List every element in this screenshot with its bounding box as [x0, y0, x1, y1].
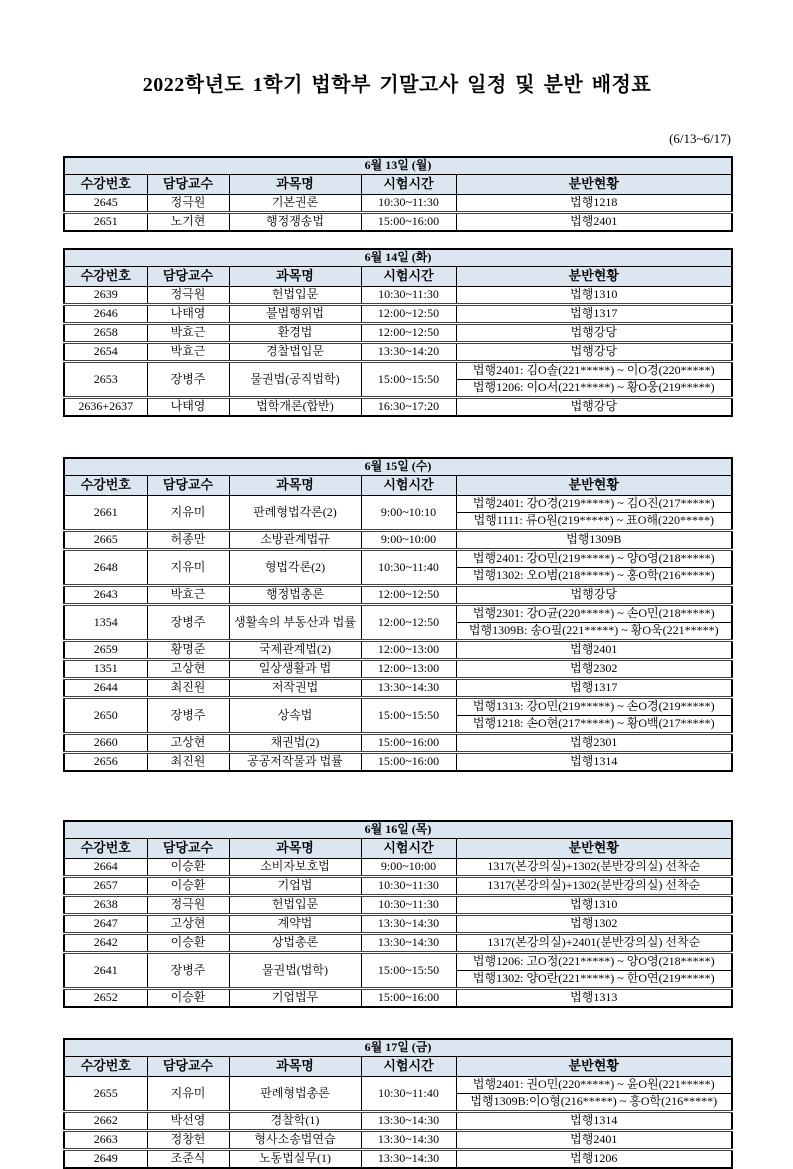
cell-section: 법행1206	[456, 1150, 732, 1169]
cell-prof: 나태영	[147, 305, 229, 324]
table-row	[64, 679, 732, 698]
cell-subject: 공공저작물과 법률	[229, 753, 361, 772]
cell-section: 법행2401	[456, 1131, 732, 1150]
table-header-row	[64, 1057, 732, 1077]
cell-subject: 저작권법	[229, 679, 361, 698]
cell-prof: 황명준	[147, 641, 229, 660]
cell-time: 10:30~11:30	[361, 877, 456, 896]
cell-section: 법행2401	[456, 213, 732, 232]
cell-subject: 헌법입문	[229, 287, 361, 305]
table-row	[64, 989, 732, 1008]
cell-subject: 경찰법입문	[229, 343, 361, 362]
column-header: 과목명	[229, 1057, 361, 1077]
column-header: 과목명	[229, 839, 361, 859]
cell-section: 법행강당	[456, 324, 732, 343]
table-row	[64, 213, 732, 232]
cell-no: 2636+2637	[64, 398, 147, 417]
cell-subject: 행정법총론	[229, 586, 361, 605]
table-row	[64, 305, 732, 324]
cell-no: 2646	[64, 305, 147, 324]
column-header: 수강번호	[64, 175, 147, 195]
cell-section: 법행2302	[456, 660, 732, 679]
table-row	[64, 531, 732, 550]
cell-no: 2638	[64, 896, 147, 915]
schedule-tables-container	[63, 156, 731, 1169]
column-header: 과목명	[229, 267, 361, 287]
column-header: 시험시간	[361, 476, 456, 496]
cell-subject: 판례형법총론	[229, 1077, 361, 1112]
cell-section: 법행1317	[456, 679, 732, 698]
cell-subject: 상법총론	[229, 934, 361, 953]
cell-no: 2645	[64, 195, 147, 213]
column-header: 수강번호	[64, 839, 147, 859]
cell-time: 13:30~14:30	[361, 1131, 456, 1150]
cell-no: 2652	[64, 989, 147, 1008]
column-header: 과목명	[229, 476, 361, 496]
cell-time: 16:30~17:20	[361, 398, 456, 417]
cell-prof: 조준식	[147, 1150, 229, 1169]
table-row	[64, 195, 732, 213]
column-header: 시험시간	[361, 267, 456, 287]
cell-time: 10:30~11:30	[361, 287, 456, 305]
cell-time: 10:30~11:40	[361, 1077, 456, 1112]
cell-time: 9:00~10:00	[361, 531, 456, 550]
column-header: 수강번호	[64, 267, 147, 287]
cell-section: 법행2301	[456, 734, 732, 753]
cell-subject: 소비자보호법	[229, 859, 361, 877]
cell-subject: 판례형법각론(2)	[229, 496, 361, 531]
cell-time: 12:00~13:00	[361, 641, 456, 660]
column-header: 담당교수	[147, 175, 229, 195]
table-row	[64, 496, 732, 513]
cell-time: 10:30~11:30	[361, 896, 456, 915]
column-header: 분반현황	[456, 1057, 732, 1077]
cell-section: 법행1317	[456, 305, 732, 324]
cell-section: 법행1111: 류O원(219*****) ~ 표O해(220*****)	[456, 513, 732, 531]
column-header: 분반현황	[456, 476, 732, 496]
cell-subject: 법학개론(합반)	[229, 398, 361, 417]
cell-section: 법행1206: 고O정(221*****) ~ 양O영(218*****)	[456, 953, 732, 971]
cell-time: 15:00~16:00	[361, 753, 456, 772]
cell-section: 법행1302: 양O란(221*****) ~ 한O연(219*****)	[456, 971, 732, 989]
table-row	[64, 605, 732, 623]
table-date-row	[64, 249, 732, 267]
page-title: 2022학년도 1학기 법학부 기말고사 일정 및 분반 배정표	[142, 74, 652, 96]
cell-prof: 최진원	[147, 753, 229, 772]
cell-time: 15:00~15:50	[361, 953, 456, 989]
column-header: 담당교수	[147, 839, 229, 859]
cell-subject: 국제관계법(2)	[229, 641, 361, 660]
cell-time: 9:00~10:10	[361, 496, 456, 531]
cell-section: 법행1314	[456, 753, 732, 772]
exam-day-table	[63, 457, 733, 772]
cell-time: 12:00~12:50	[361, 586, 456, 605]
cell-section: 법행1206: 이O서(221*****) ~ 황O웅(219*****)	[456, 380, 732, 398]
table-date-label: 6월 17일 (금)	[64, 1039, 732, 1057]
cell-section: 법행2401	[456, 641, 732, 660]
cell-time: 10:30~11:30	[361, 195, 456, 213]
cell-prof: 장병주	[147, 698, 229, 734]
cell-section: 법행2401: 권O민(220*****) ~ 윤O원(221*****)	[456, 1077, 732, 1094]
cell-subject: 채권법(2)	[229, 734, 361, 753]
exam-day-table	[63, 1038, 733, 1169]
cell-no: 2654	[64, 343, 147, 362]
cell-prof: 정극원	[147, 896, 229, 915]
cell-prof: 박효근	[147, 343, 229, 362]
column-header: 수강번호	[64, 476, 147, 496]
cell-prof: 노기현	[147, 213, 229, 232]
cell-prof: 이승환	[147, 934, 229, 953]
cell-prof: 장병주	[147, 605, 229, 641]
cell-subject: 환경법	[229, 324, 361, 343]
cell-prof: 지유미	[147, 550, 229, 586]
table-date-label: 6월 16일 (목)	[64, 821, 732, 839]
table-row	[64, 753, 732, 772]
cell-time: 13:30~14:30	[361, 915, 456, 934]
cell-section: 법행2401: 김O솔(221*****) ~ 이O경(220*****)	[456, 362, 732, 380]
table-row	[64, 698, 732, 716]
cell-no: 2655	[64, 1077, 147, 1112]
cell-no: 2657	[64, 877, 147, 896]
table-row	[64, 362, 732, 380]
cell-section: 법행1314	[456, 1112, 732, 1131]
cell-subject: 기업법	[229, 877, 361, 896]
cell-subject: 형사소송법연습	[229, 1131, 361, 1150]
cell-prof: 박효근	[147, 324, 229, 343]
table-row	[64, 1150, 732, 1169]
cell-section: 법행2401: 강O민(219*****) ~ 양O영(218*****)	[456, 550, 732, 568]
cell-section: 법행1309B: 송O필(221*****) ~ 황O욱(221*****)	[456, 623, 732, 641]
cell-section: 법행1302: 오O범(218*****) ~ 홍O학(216*****)	[456, 568, 732, 586]
cell-subject: 생활속의 부동산과 법률	[229, 605, 361, 641]
cell-no: 2664	[64, 859, 147, 877]
cell-prof: 이승환	[147, 877, 229, 896]
cell-time: 15:00~16:00	[361, 734, 456, 753]
cell-prof: 지유미	[147, 1077, 229, 1112]
cell-prof: 장병주	[147, 953, 229, 989]
column-header: 과목명	[229, 175, 361, 195]
cell-prof: 고상현	[147, 734, 229, 753]
table-row	[64, 915, 732, 934]
cell-section: 1317(본강의실)+1302(분반강의실) 선착순	[456, 877, 732, 896]
cell-prof: 나태영	[147, 398, 229, 417]
cell-subject: 계약법	[229, 915, 361, 934]
cell-no: 2660	[64, 734, 147, 753]
cell-prof: 고상현	[147, 660, 229, 679]
table-row	[64, 934, 732, 953]
cell-subject: 물권법(법학)	[229, 953, 361, 989]
column-header: 분반현황	[456, 175, 732, 195]
cell-section: 법행강당	[456, 343, 732, 362]
cell-subject: 형법각론(2)	[229, 550, 361, 586]
table-row	[64, 660, 732, 679]
table-row	[64, 324, 732, 343]
cell-subject: 상속법	[229, 698, 361, 734]
cell-no: 2651	[64, 213, 147, 232]
cell-prof: 허종만	[147, 531, 229, 550]
cell-section: 법행2301: 강O균(220*****) ~ 손O민(218*****)	[456, 605, 732, 623]
table-row	[64, 641, 732, 660]
cell-no: 2639	[64, 287, 147, 305]
exam-day-table	[63, 156, 733, 232]
cell-time: 12:00~13:00	[361, 660, 456, 679]
table-date-label: 6월 14일 (화)	[64, 249, 732, 267]
cell-no: 2649	[64, 1150, 147, 1169]
cell-subject: 헌법입문	[229, 896, 361, 915]
column-header: 수강번호	[64, 1057, 147, 1077]
column-header: 분반현황	[456, 839, 732, 859]
cell-no: 2647	[64, 915, 147, 934]
cell-section: 법행강당	[456, 398, 732, 417]
exam-day-table	[63, 820, 733, 1008]
cell-time: 12:00~12:50	[361, 605, 456, 641]
cell-time: 15:00~16:00	[361, 213, 456, 232]
cell-no: 1354	[64, 605, 147, 641]
table-header-row	[64, 839, 732, 859]
column-header: 담당교수	[147, 267, 229, 287]
table-date-row	[64, 1039, 732, 1057]
cell-prof: 이승환	[147, 989, 229, 1008]
cell-subject: 기본권론	[229, 195, 361, 213]
cell-section: 법행1309B	[456, 531, 732, 550]
table-row	[64, 859, 732, 877]
cell-time: 9:00~10:00	[361, 859, 456, 877]
table-row	[64, 398, 732, 417]
cell-section: 법행1218: 손O현(217*****) ~ 황O백(217*****)	[456, 716, 732, 734]
cell-no: 2659	[64, 641, 147, 660]
cell-prof: 박효근	[147, 586, 229, 605]
cell-prof: 장병주	[147, 362, 229, 398]
cell-subject: 기업법무	[229, 989, 361, 1008]
cell-no: 2653	[64, 362, 147, 398]
table-row	[64, 343, 732, 362]
cell-time: 15:00~16:00	[361, 989, 456, 1008]
cell-time: 13:30~14:30	[361, 1112, 456, 1131]
cell-no: 2661	[64, 496, 147, 531]
column-header: 시험시간	[361, 175, 456, 195]
cell-subject: 노동법실무(1)	[229, 1150, 361, 1169]
table-row	[64, 550, 732, 568]
cell-subject: 물권법(공직법학)	[229, 362, 361, 398]
cell-no: 2650	[64, 698, 147, 734]
table-row	[64, 953, 732, 971]
table-header-row	[64, 175, 732, 195]
table-date-row	[64, 157, 732, 175]
cell-time: 15:00~15:50	[361, 362, 456, 398]
cell-no: 2658	[64, 324, 147, 343]
cell-section: 법행1302	[456, 915, 732, 934]
cell-section: 법행1310	[456, 287, 732, 305]
cell-time: 13:30~14:30	[361, 1150, 456, 1169]
cell-prof: 이승환	[147, 859, 229, 877]
cell-prof: 정극원	[147, 287, 229, 305]
cell-no: 2644	[64, 679, 147, 698]
cell-section: 법행1218	[456, 195, 732, 213]
cell-section: 법행1309B:이O형(216*****) ~ 홍O학(216*****)	[456, 1094, 732, 1112]
cell-prof: 최진원	[147, 679, 229, 698]
cell-time: 15:00~15:50	[361, 698, 456, 734]
cell-prof: 박선영	[147, 1112, 229, 1131]
column-header: 담당교수	[147, 1057, 229, 1077]
cell-subject: 소방관계법규	[229, 531, 361, 550]
cell-subject: 불법행위법	[229, 305, 361, 324]
table-row	[64, 877, 732, 896]
cell-time: 12:00~12:50	[361, 305, 456, 324]
cell-no: 2643	[64, 586, 147, 605]
cell-no: 2656	[64, 753, 147, 772]
cell-section: 법행강당	[456, 586, 732, 605]
cell-no: 2648	[64, 550, 147, 586]
cell-prof: 정극원	[147, 195, 229, 213]
cell-time: 13:30~14:30	[361, 934, 456, 953]
table-date-row	[64, 821, 732, 839]
cell-no: 1351	[64, 660, 147, 679]
cell-section: 법행1310	[456, 896, 732, 915]
table-date-label: 6월 15일 (수)	[64, 458, 732, 476]
table-date-row	[64, 458, 732, 476]
table-date-label: 6월 13일 (월)	[64, 157, 732, 175]
cell-time: 12:00~12:50	[361, 324, 456, 343]
cell-no: 2663	[64, 1131, 147, 1150]
cell-time: 13:30~14:30	[361, 679, 456, 698]
cell-section: 법행2401: 강O경(219*****) ~ 김O진(217*****)	[456, 496, 732, 513]
cell-subject: 경찰학(1)	[229, 1112, 361, 1131]
cell-subject: 행정쟁송법	[229, 213, 361, 232]
date-range-label: (6/13~6/17)	[669, 131, 731, 146]
column-header: 분반현황	[456, 267, 732, 287]
column-header: 담당교수	[147, 476, 229, 496]
cell-section: 법행1313: 강O민(219*****) ~ 손O경(219*****)	[456, 698, 732, 716]
table-row	[64, 287, 732, 305]
cell-section: 1317(본강의실)+2401(분반강의실) 선착순	[456, 934, 732, 953]
cell-no: 2662	[64, 1112, 147, 1131]
cell-time: 10:30~11:40	[361, 550, 456, 586]
cell-prof: 지유미	[147, 496, 229, 531]
cell-section: 1317(본강의실)+1302(분반강의실) 선착순	[456, 859, 732, 877]
table-header-row	[64, 476, 732, 496]
cell-prof: 정창헌	[147, 1131, 229, 1150]
cell-prof: 고상현	[147, 915, 229, 934]
cell-subject: 일상생활과 법	[229, 660, 361, 679]
cell-no: 2642	[64, 934, 147, 953]
cell-section: 법행1313	[456, 989, 732, 1008]
table-header-row	[64, 267, 732, 287]
exam-day-table	[63, 248, 733, 417]
table-row	[64, 1077, 732, 1094]
cell-no: 2665	[64, 531, 147, 550]
cell-time: 13:30~14:20	[361, 343, 456, 362]
column-header: 시험시간	[361, 1057, 456, 1077]
table-row	[64, 734, 732, 753]
table-row	[64, 896, 732, 915]
table-row	[64, 586, 732, 605]
cell-no: 2641	[64, 953, 147, 989]
table-row	[64, 1112, 732, 1131]
table-row	[64, 1131, 732, 1150]
column-header: 시험시간	[361, 839, 456, 859]
